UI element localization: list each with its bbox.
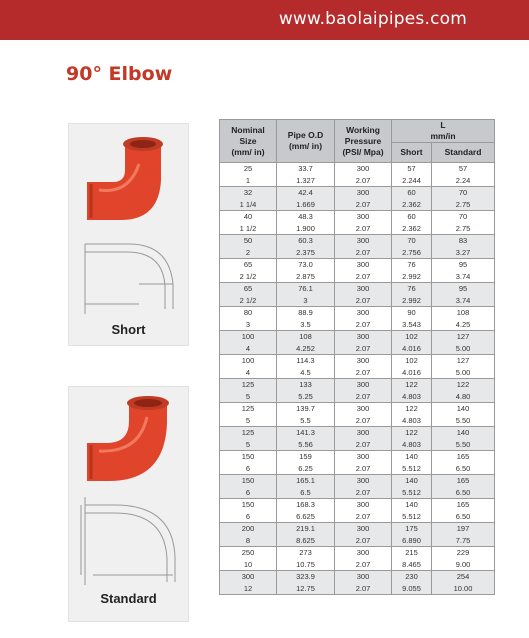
nominal-size-cell: 125: [220, 427, 277, 439]
table-row: [220, 331, 495, 343]
nominal-size-cell: 300: [220, 571, 277, 583]
l-short-cell: 60: [392, 211, 432, 223]
short-label: Short: [111, 322, 146, 337]
standard-elbow-photo: [87, 396, 169, 481]
pipe-od-cell: 2.875: [277, 271, 335, 283]
nominal-size-cell: 200: [220, 523, 277, 535]
pipe-od-cell: 3.5: [277, 319, 335, 331]
working-pressure-cell: 300: [335, 475, 392, 487]
pipe-od-cell: 114.3: [277, 355, 335, 367]
working-pressure-cell: 2.07: [335, 511, 392, 523]
short-elbow-image: [69, 124, 188, 319]
table-row: [220, 463, 495, 475]
working-pressure-cell: 300: [335, 163, 392, 175]
table-row: [220, 343, 495, 355]
nominal-size-cell: 2: [220, 247, 277, 259]
table-row: [220, 355, 495, 367]
table-row: [220, 427, 495, 439]
table-row: [220, 295, 495, 307]
l-standard-cell: 3.27: [432, 247, 495, 259]
l-standard-cell: 140: [432, 427, 495, 439]
nominal-size-cell: 5: [220, 391, 277, 403]
site-url[interactable]: www.baolaipipes.com: [278, 9, 467, 29]
working-pressure-cell: 2.07: [335, 295, 392, 307]
table-row: [220, 451, 495, 463]
l-short-cell: 175: [392, 523, 432, 535]
l-standard-cell: 2.75: [432, 199, 495, 211]
short-elbow-drawing: [85, 244, 173, 314]
short-elbow-photo: [87, 137, 163, 220]
working-pressure-cell: 300: [335, 355, 392, 367]
pipe-od-cell: 141.3: [277, 427, 335, 439]
working-pressure-cell: 300: [335, 499, 392, 511]
pipe-od-cell: 5.5: [277, 415, 335, 427]
table-row: [220, 235, 495, 247]
nominal-size-cell: 32: [220, 187, 277, 199]
l-standard-cell: 2.75: [432, 223, 495, 235]
nominal-size-cell: 1 1/4: [220, 199, 277, 211]
l-standard-cell: 127: [432, 355, 495, 367]
nominal-size-cell: 1 1/2: [220, 223, 277, 235]
pipe-od-cell: 323.9: [277, 571, 335, 583]
nominal-size-cell: 65: [220, 259, 277, 271]
working-pressure-cell: 300: [335, 451, 392, 463]
l-short-cell: 57: [392, 163, 432, 175]
header-nominal-size: Nominal Size (mm/ in): [220, 120, 277, 163]
working-pressure-cell: 2.07: [335, 559, 392, 571]
l-standard-cell: 6.50: [432, 511, 495, 523]
l-short-cell: 102: [392, 355, 432, 367]
l-short-cell: 3.543: [392, 319, 432, 331]
nominal-size-cell: 10: [220, 559, 277, 571]
l-short-cell: 2.362: [392, 199, 432, 211]
standard-elbow-drawing: [81, 497, 175, 585]
l-short-cell: 5.512: [392, 487, 432, 499]
table-row: [220, 583, 495, 595]
l-short-cell: 4.803: [392, 391, 432, 403]
table-row: [220, 439, 495, 451]
table-row: [220, 475, 495, 487]
l-standard-cell: 122: [432, 379, 495, 391]
nominal-size-cell: 6: [220, 463, 277, 475]
working-pressure-cell: 2.07: [335, 343, 392, 355]
working-pressure-cell: 300: [335, 331, 392, 343]
working-pressure-cell: 2.07: [335, 223, 392, 235]
table-row: [220, 307, 495, 319]
table-row: [220, 559, 495, 571]
l-short-cell: 76: [392, 259, 432, 271]
working-pressure-cell: 2.07: [335, 199, 392, 211]
l-short-cell: 2.992: [392, 271, 432, 283]
pipe-od-cell: 33.7: [277, 163, 335, 175]
l-standard-cell: 3.74: [432, 271, 495, 283]
l-short-cell: 70: [392, 235, 432, 247]
table-row: [220, 391, 495, 403]
header-pipe-od: Pipe O.D (mm/ in): [277, 120, 335, 163]
table-row: [220, 547, 495, 559]
nominal-size-cell: 4: [220, 367, 277, 379]
working-pressure-cell: 2.07: [335, 487, 392, 499]
working-pressure-cell: 2.07: [335, 271, 392, 283]
l-short-cell: 122: [392, 427, 432, 439]
working-pressure-cell: 2.07: [335, 367, 392, 379]
l-standard-cell: 140: [432, 403, 495, 415]
pipe-od-cell: 133: [277, 379, 335, 391]
table-row: [220, 175, 495, 187]
working-pressure-cell: 300: [335, 427, 392, 439]
page-title: 90° Elbow: [66, 63, 173, 85]
l-standard-cell: 108: [432, 307, 495, 319]
l-short-cell: 5.512: [392, 463, 432, 475]
l-standard-cell: 3.74: [432, 295, 495, 307]
l-short-cell: 215: [392, 547, 432, 559]
pipe-od-cell: 108: [277, 331, 335, 343]
nominal-size-cell: 100: [220, 355, 277, 367]
l-short-cell: 4.803: [392, 439, 432, 451]
nominal-size-cell: 8: [220, 535, 277, 547]
nominal-size-cell: 1: [220, 175, 277, 187]
pipe-od-cell: 273: [277, 547, 335, 559]
table-row: [220, 487, 495, 499]
table-row: [220, 499, 495, 511]
header-l-group: L mm/in: [392, 120, 495, 143]
working-pressure-cell: 300: [335, 571, 392, 583]
working-pressure-cell: 300: [335, 403, 392, 415]
working-pressure-cell: 300: [335, 187, 392, 199]
pipe-od-cell: 159: [277, 451, 335, 463]
pipe-od-cell: 168.3: [277, 499, 335, 511]
elbow-spec-table: [219, 119, 495, 595]
working-pressure-cell: 2.07: [335, 439, 392, 451]
nominal-size-cell: 6: [220, 511, 277, 523]
table-row: [220, 247, 495, 259]
table-row: [220, 187, 495, 199]
l-short-cell: 9.055: [392, 583, 432, 595]
nominal-size-cell: 25: [220, 163, 277, 175]
header-standard: Standard: [432, 143, 495, 163]
pipe-od-cell: 5.25: [277, 391, 335, 403]
pipe-od-cell: 3: [277, 295, 335, 307]
nominal-size-cell: 150: [220, 475, 277, 487]
nominal-size-cell: 125: [220, 379, 277, 391]
pipe-od-cell: 139.7: [277, 403, 335, 415]
l-short-cell: 102: [392, 331, 432, 343]
l-short-cell: 140: [392, 451, 432, 463]
l-standard-cell: 127: [432, 331, 495, 343]
l-short-cell: 2.244: [392, 175, 432, 187]
l-standard-cell: 70: [432, 211, 495, 223]
working-pressure-cell: 2.07: [335, 583, 392, 595]
l-short-cell: 6.890: [392, 535, 432, 547]
table-row: [220, 379, 495, 391]
pipe-od-cell: 12.75: [277, 583, 335, 595]
l-standard-cell: 83: [432, 235, 495, 247]
l-standard-cell: 6.50: [432, 463, 495, 475]
pipe-od-cell: 73.0: [277, 259, 335, 271]
nominal-size-cell: 2 1/2: [220, 271, 277, 283]
l-standard-cell: 197: [432, 523, 495, 535]
site-banner: [0, 0, 529, 40]
nominal-size-cell: 5: [220, 415, 277, 427]
l-standard-cell: 5.00: [432, 367, 495, 379]
l-standard-cell: 5.50: [432, 439, 495, 451]
l-standard-cell: 165: [432, 451, 495, 463]
l-standard-cell: 4.80: [432, 391, 495, 403]
product-card-standard: [68, 386, 189, 622]
nominal-size-cell: 80: [220, 307, 277, 319]
working-pressure-cell: 300: [335, 379, 392, 391]
l-standard-cell: 4.25: [432, 319, 495, 331]
nominal-size-cell: 250: [220, 547, 277, 559]
pipe-od-cell: 219.1: [277, 523, 335, 535]
working-pressure-cell: 300: [335, 235, 392, 247]
table-row: [220, 415, 495, 427]
header-working-pressure: Working Pressure (PSI/ Mpa): [335, 120, 392, 163]
table-row: [220, 511, 495, 523]
l-standard-cell: 254: [432, 571, 495, 583]
working-pressure-cell: 2.07: [335, 391, 392, 403]
table-row: [220, 199, 495, 211]
nominal-size-cell: 65: [220, 283, 277, 295]
l-short-cell: 122: [392, 379, 432, 391]
pipe-od-cell: 76.1: [277, 283, 335, 295]
l-standard-cell: 5.00: [432, 343, 495, 355]
working-pressure-cell: 300: [335, 283, 392, 295]
l-standard-cell: 165: [432, 499, 495, 511]
nominal-size-cell: 4: [220, 343, 277, 355]
product-card-short: [68, 123, 189, 346]
table-row: [220, 571, 495, 583]
l-standard-cell: 95: [432, 283, 495, 295]
l-standard-cell: 2.24: [432, 175, 495, 187]
l-short-cell: 76: [392, 283, 432, 295]
l-short-cell: 140: [392, 499, 432, 511]
l-short-cell: 4.016: [392, 343, 432, 355]
header-short: Short: [392, 143, 432, 163]
pipe-od-cell: 6.625: [277, 511, 335, 523]
pipe-od-cell: 1.900: [277, 223, 335, 235]
table-row: [220, 367, 495, 379]
table-row: [220, 211, 495, 223]
table-row: [220, 271, 495, 283]
pipe-od-cell: 165.1: [277, 475, 335, 487]
pipe-od-cell: 88.9: [277, 307, 335, 319]
l-short-cell: 140: [392, 475, 432, 487]
l-standard-cell: 229: [432, 547, 495, 559]
l-standard-cell: 70: [432, 187, 495, 199]
l-standard-cell: 6.50: [432, 487, 495, 499]
l-short-cell: 230: [392, 571, 432, 583]
table-row: [220, 259, 495, 271]
spec-table-body: [220, 163, 495, 595]
pipe-od-cell: 8.625: [277, 535, 335, 547]
l-short-cell: 4.016: [392, 367, 432, 379]
working-pressure-cell: 300: [335, 211, 392, 223]
pipe-od-cell: 5.56: [277, 439, 335, 451]
pipe-od-cell: 48.3: [277, 211, 335, 223]
l-standard-cell: 57: [432, 163, 495, 175]
l-standard-cell: 9.00: [432, 559, 495, 571]
table-row: [220, 403, 495, 415]
nominal-size-cell: 150: [220, 451, 277, 463]
l-short-cell: 2.362: [392, 223, 432, 235]
working-pressure-cell: 300: [335, 547, 392, 559]
l-short-cell: 4.803: [392, 415, 432, 427]
nominal-size-cell: 12: [220, 583, 277, 595]
working-pressure-cell: 2.07: [335, 319, 392, 331]
working-pressure-cell: 2.07: [335, 175, 392, 187]
l-short-cell: 90: [392, 307, 432, 319]
pipe-od-cell: 10.75: [277, 559, 335, 571]
l-short-cell: 122: [392, 403, 432, 415]
l-short-cell: 5.512: [392, 511, 432, 523]
working-pressure-cell: 2.07: [335, 247, 392, 259]
l-standard-cell: 10.00: [432, 583, 495, 595]
pipe-od-cell: 2.375: [277, 247, 335, 259]
standard-elbow-image: [69, 387, 188, 587]
working-pressure-cell: 2.07: [335, 463, 392, 475]
nominal-size-cell: 125: [220, 403, 277, 415]
pipe-od-cell: 60.3: [277, 235, 335, 247]
l-standard-cell: 165: [432, 475, 495, 487]
l-short-cell: 8.465: [392, 559, 432, 571]
nominal-size-cell: 100: [220, 331, 277, 343]
pipe-od-cell: 1.327: [277, 175, 335, 187]
l-standard-cell: 7.75: [432, 535, 495, 547]
nominal-size-cell: 50: [220, 235, 277, 247]
nominal-size-cell: 40: [220, 211, 277, 223]
working-pressure-cell: 300: [335, 523, 392, 535]
table-row: [220, 163, 495, 175]
nominal-size-cell: 150: [220, 499, 277, 511]
table-row: [220, 535, 495, 547]
pipe-od-cell: 42.4: [277, 187, 335, 199]
nominal-size-cell: 3: [220, 319, 277, 331]
pipe-od-cell: 1.669: [277, 199, 335, 211]
l-short-cell: 2.756: [392, 247, 432, 259]
l-short-cell: 60: [392, 187, 432, 199]
nominal-size-cell: 6: [220, 487, 277, 499]
l-standard-cell: 95: [432, 259, 495, 271]
working-pressure-cell: 2.07: [335, 415, 392, 427]
pipe-od-cell: 6.25: [277, 463, 335, 475]
table-row: [220, 319, 495, 331]
l-standard-cell: 5.50: [432, 415, 495, 427]
pipe-od-cell: 4.252: [277, 343, 335, 355]
working-pressure-cell: 300: [335, 307, 392, 319]
working-pressure-cell: 300: [335, 259, 392, 271]
table-row: [220, 283, 495, 295]
pipe-od-cell: 4.5: [277, 367, 335, 379]
table-row: [220, 523, 495, 535]
nominal-size-cell: 5: [220, 439, 277, 451]
pipe-od-cell: 6.5: [277, 487, 335, 499]
nominal-size-cell: 2 1/2: [220, 295, 277, 307]
standard-label: Standard: [100, 591, 157, 606]
working-pressure-cell: 2.07: [335, 535, 392, 547]
table-row: [220, 223, 495, 235]
l-short-cell: 2.992: [392, 295, 432, 307]
